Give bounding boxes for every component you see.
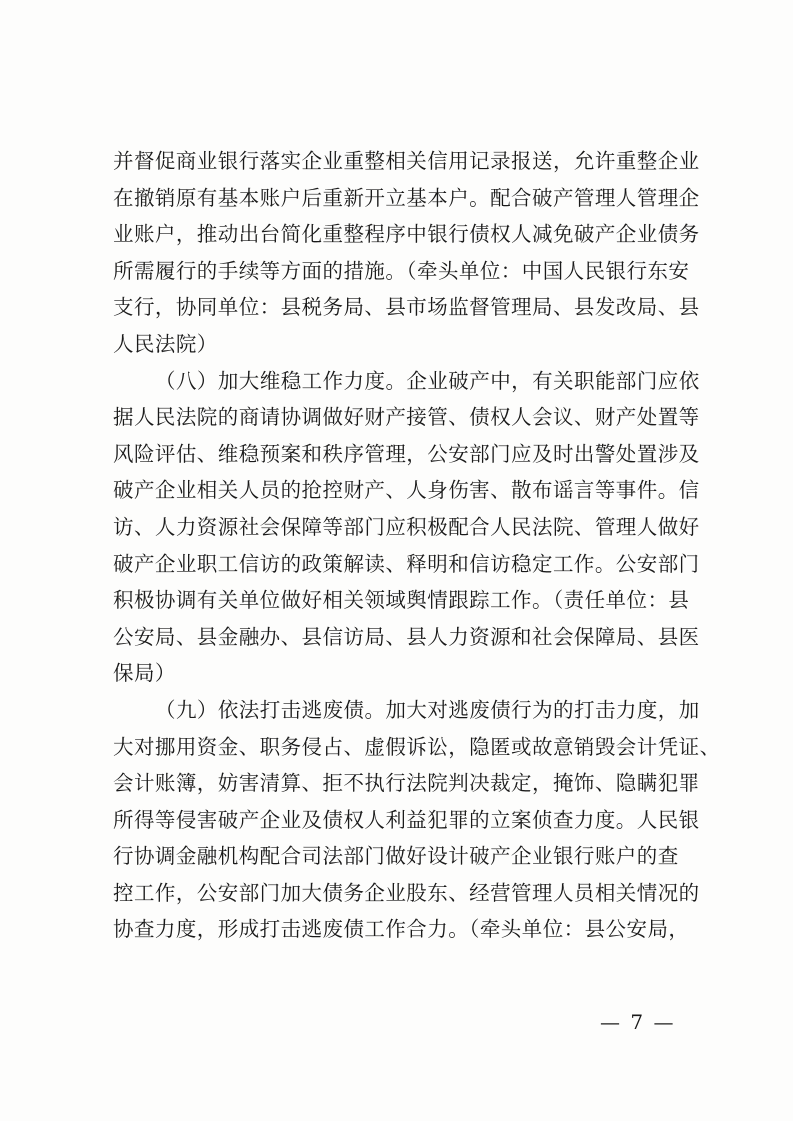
page-number: — 7 — — [600, 1010, 676, 1034]
text-line: 公安局、县金融办、县信访局、县人力资源和社会保障局、县医 — [113, 624, 700, 649]
section-8-heading-line: （八）加大维稳工作力度。企业破产中，有关职能部门应依 — [155, 368, 700, 393]
text-line: 所得等侵害破产企业及债权人利益犯罪的立案侦查力度。人民银 — [113, 807, 700, 832]
text-line: 行协调金融机构配合司法部门做好设计破产企业银行账户的查 — [113, 844, 679, 869]
text-line: 据人民法院的商请协调做好财产接管、债权人会议、财产处置等 — [113, 405, 700, 430]
body-text — [113, 143, 721, 948]
text-line: 大对挪用资金、职务侵占、虚假诉讼，隐匿或故意销毁会计凭证、 — [113, 734, 721, 759]
text-line: 协查力度，形成打击逃废债工作合力。（牵头单位：县公安局， — [113, 917, 690, 942]
text-line: 所需履行的手续等方面的措施。（牵头单位：中国人民银行东安 — [113, 258, 690, 283]
text-line: 积极协调有关单位做好相关领域舆情跟踪工作。（责任单位：县 — [113, 588, 690, 613]
text-line: 人民法院） — [113, 331, 218, 356]
text-line: 访、人力资源社会保障等部门应积极配合人民法院、管理人做好 — [113, 514, 700, 539]
text-line: 控工作，公安部门加大债务企业股东、经营管理人员相关情况的 — [113, 880, 700, 905]
text-line: 会计账簿，妨害清算、拒不执行法院判决裁定，掩饰、隐瞒犯罪 — [113, 771, 700, 796]
text-line: 支行，协同单位：县税务局、县市场监督管理局、县发改局、县 — [113, 295, 700, 320]
text-line: 风险评估、维稳预案和秩序管理，公安部门应及时出警处置涉及 — [113, 441, 700, 466]
text-line: 保局） — [113, 661, 176, 686]
section-9-heading-line: （九）依法打击逃废债。加大对逃废债行为的打击力度，加 — [155, 697, 700, 722]
text-line: 业账户，推动出台简化重整程序中银行债权人减免破产企业债务 — [113, 222, 700, 247]
text-line: 并督促商业银行落实企业重整相关信用记录报送，允许重整企业 — [113, 149, 700, 173]
text-line: 在撤销原有基本账户后重新开立基本户。配合破产管理人管理企 — [113, 185, 700, 210]
text-line: 破产企业职工信访的政策解读、释明和信访稳定工作。公安部门 — [113, 551, 700, 576]
text-line: 破产企业相关人员的抢控财产、人身伤害、散布谣言等事件。信 — [113, 478, 700, 503]
